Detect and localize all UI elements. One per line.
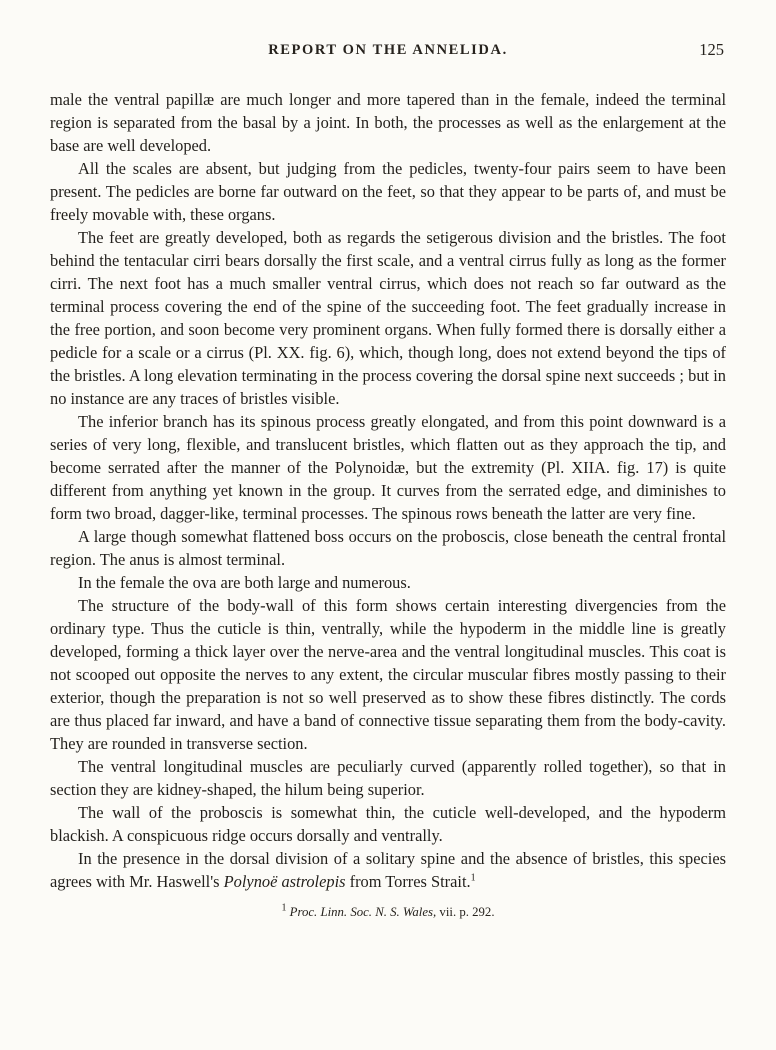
running-title: REPORT ON THE ANNELIDA. [268,42,508,58]
footnote-marker: 1 [281,902,287,914]
body-paragraph: male the ventral papillæ are much longer and more tapered than in the female, indeed the terminal region is separated from the basal by a joint. In both, the processes as well as the enlargement at the base are well developed. [50,90,726,155]
footnote-reference: 1 [470,872,476,884]
body-paragraph: The structure of the body-wall of this form shows certain interesting divergencies from the ordinary type. Thus the cuticle is thin, ventrally, while the hypoderm in the middle line is greatly developed, forming a thick layer over the nerve-area and the ventral longitudinal muscles. This coat is not scooped out opposite the nerves to any extent, the circular muscular fibres mostly passing to their exterior, though the preparation is not so well preserved as to show these fibres distinctly. The cords are thus placed far inward, and have a band of connective tissue separating them from the body-cavity. They are rounded in transverse section. [50,596,726,753]
body-paragraph: The inferior branch has its spinous process greatly elongated, and from this point downward is a series of very long, flexible, and translucent bristles, which flatten out as they approach the tip, and become serrated after the manner of the Polynoidæ, but the extremity (Pl. XIIA. fig. 17) is quite different from anything yet known in the group. It curves from the serrated edge, and diminishes to form two broad, dagger-like, terminal processes. The spinous rows beneath the latter are very fine. [50,412,726,523]
body-paragraph-with-citation [50,847,726,893]
body-paragraph: The wall of the proboscis is somewhat thin, the cuticle well-developed, and the hypoderm blackish. A conspicuous ridge occurs dorsally and ventrally. [50,803,726,845]
body-paragraph: The feet are greatly developed, both as regards the setigerous division and the bristles. The foot behind the tentacular cirri bears dorsally the first scale, and a ventral cirrus fully as long as the former cirri. The next foot has a much smaller ventral cirrus, which does not reach so far outward as the terminal process covering the end of the spine of the succeeding foot. The feet gradually increase in the free portion, and soon become very prominent organs. When fully formed there is dorsally either a pedicle for a scale or a cirrus (Pl. XX. fig. 6), which, though long, does not extend beyond the tips of the bristles. A long elevation terminating in the process covering the dorsal spine next succeeds ; but in no instance are any traces of bristles visible. [50,228,726,408]
page-header [50,42,726,64]
footnote-journal-italic: Proc. Linn. Soc. N. S. Wales, [286,905,437,919]
paragraph-text: In the presence in the dorsal division of a solitary spine and the absence of bristles, this species agrees with Mr. Haswell's [50,849,726,891]
footnote [50,902,726,920]
species-name-italic: Polynoë astrolepis [223,872,346,891]
footnote-citation: vii. p. 292. [436,905,495,919]
page-body [50,88,726,893]
body-paragraph: In the female the ova are both large and numerous. [78,573,411,592]
body-paragraph: All the scales are absent, but judging from the pedicles, twenty-four pairs seem to have been present. The pedicles are borne far outward on the feet, so that they appear to be parts of, and must be freely movable with, these organs. [50,159,726,224]
body-paragraph: The ventral longitudinal muscles are peculiarly curved (apparently rolled together), so that in section they are kidney-shaped, the hilum being superior. [50,757,726,799]
page-number: 125 [699,40,724,59]
body-paragraph: A large though somewhat flattened boss occurs on the proboscis, close beneath the central frontal region. The anus is almost terminal. [50,527,726,569]
paragraph-text: from Torres Strait. [345,872,471,891]
